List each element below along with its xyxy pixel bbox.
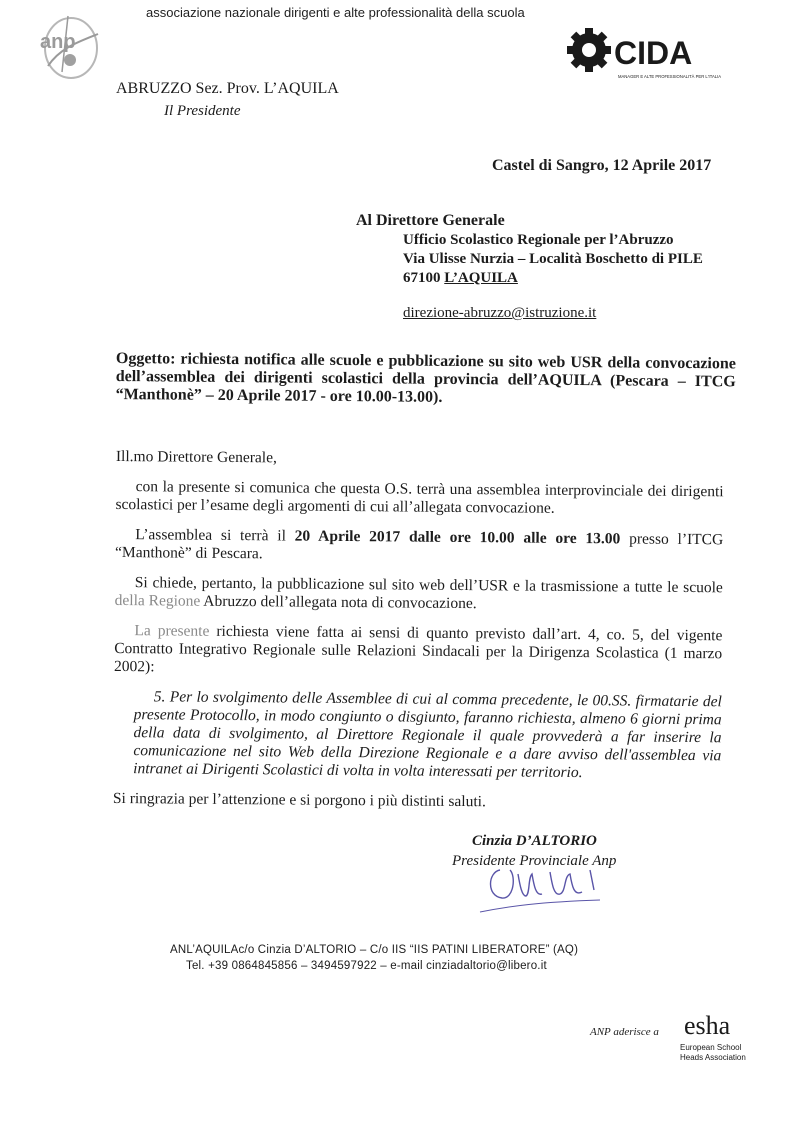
letter-date: Castel di Sangro, 12 Aprile 2017 [492,157,712,174]
letter-body [113,448,724,813]
cida-logo [562,28,742,84]
esha-logo [674,1010,754,1064]
quoted-article: 5. Per lo svolgimento delle Assemblee di cui al comma precedente, le 00.SS. firmatarie del presente Protocollo, in modo congiunto o disgiunto, faranno richiesta, almeno 6 giorni prima della data di svolgimento, al Direttore Regionale il quale provvederà a far inserire la comunicazione nel sito Web della Direzione Regionale e a dare avviso dell'assemblea via intranet ai Dirigenti Scolastici di volta in volta interessati per territorio. [133,688,722,782]
footer-address: ANL’AQUILAc/o Cinzia D’ALTORIO – C/o IIS “IIS PATINI LIBERATORE” (AQ) [170,944,579,956]
paragraph-3-text-a: Si chiede, pertanto, la pubblicazione sul sito web dell’USR e la trasmissione a tutte le scuole [134,574,723,597]
cida-logo-text: CIDA [614,35,693,71]
letter-subject: Oggetto: richiesta notifica alle scuole e pubblicazione su sito web USR della convocazione dell’assemblea dei dirigenti scolastici della provincia dell’AQUILA (Pescara – ITCG “Manthonè” – 20 Aprile 2017 - ore 10.00-13.00). [115,350,736,406]
paragraph-2-text-a: L’assemblea si terrà il [135,526,295,545]
closing: Si ringrazia per l’attenzione e si porgono i più distinti saluti. [112,789,486,811]
recipient-address [403,231,703,288]
recipient-to: Al Direttore Generale [356,212,505,229]
paragraph-3-faded: della Regione [114,591,201,610]
recipient-zip: 67100 [403,270,441,286]
esha-name-line2: Heads Association [680,1053,746,1062]
recipient-city-line [403,269,703,288]
anp-logo [38,8,108,84]
footer-contacts: Tel. +39 0864845856 – 3494597922 – e-mail cinziadaltorio@libero.it [186,960,547,972]
esha-adherence: ANP aderisce a [590,1026,659,1038]
paragraph-4-faded: La presente [134,622,210,640]
sender-branch: ABRUZZO Sez. Prov. L’AQUILA [116,80,339,97]
paragraph-4-text: richiesta viene fatta ai sensi di quanto previsto dall’art. 4, co. 5, del vigente Contratto Integrativo Regionale sulle Relazioni Sindacali per la Dirigenza Scolastica (1 marzo 2002): [114,622,723,676]
association-name: associazione nazionale dirigenti e alte professionalità della scuola [146,5,525,20]
anp-logo-text: anp [40,31,76,53]
sender-title: Il Presidente [164,103,241,119]
paragraph-4 [114,622,722,681]
cida-tagline: MANAGER E ALTE PROFESSIONALITÀ PER L'ITALIA [618,74,722,79]
paragraph-2-text-b: presso l’ITCG “Manthonè” di Pescara. [115,530,724,563]
signer-role: Presidente Provinciale Anp [452,853,617,869]
paragraph-2 [115,526,723,567]
signer-name: Cinzia D’ALTORIO [472,833,597,849]
recipient-email[interactable]: direzione-abruzzo@istruzione.it [403,305,597,321]
paragraph-1: con la presente si comunica che questa O.S. terrà una assemblea interprovinciale dei dirigenti scolastici per l’esame degli argomenti di cui all’allegata convocazione. [115,478,724,517]
esha-name-line1: European School [680,1043,742,1052]
esha-logo-text: esha [684,1011,731,1040]
meeting-time: 20 Aprile 2017 dalle ore 10.00 alle ore 13.00 [294,527,621,548]
paragraph-3 [115,574,723,615]
handwritten-signature [470,856,610,916]
paragraph-3-text-b: Abruzzo dell’allegata nota di convocazione. [200,592,477,613]
greeting: Ill.mo Direttore Generale, [115,448,277,467]
recipient-city: L’AQUILA [444,270,518,286]
recipient-office: Ufficio Scolastico Regionale per l’Abruzzo [403,232,674,248]
recipient-street: Via Ulisse Nurzia – Località Boschetto di PILE [403,251,703,267]
